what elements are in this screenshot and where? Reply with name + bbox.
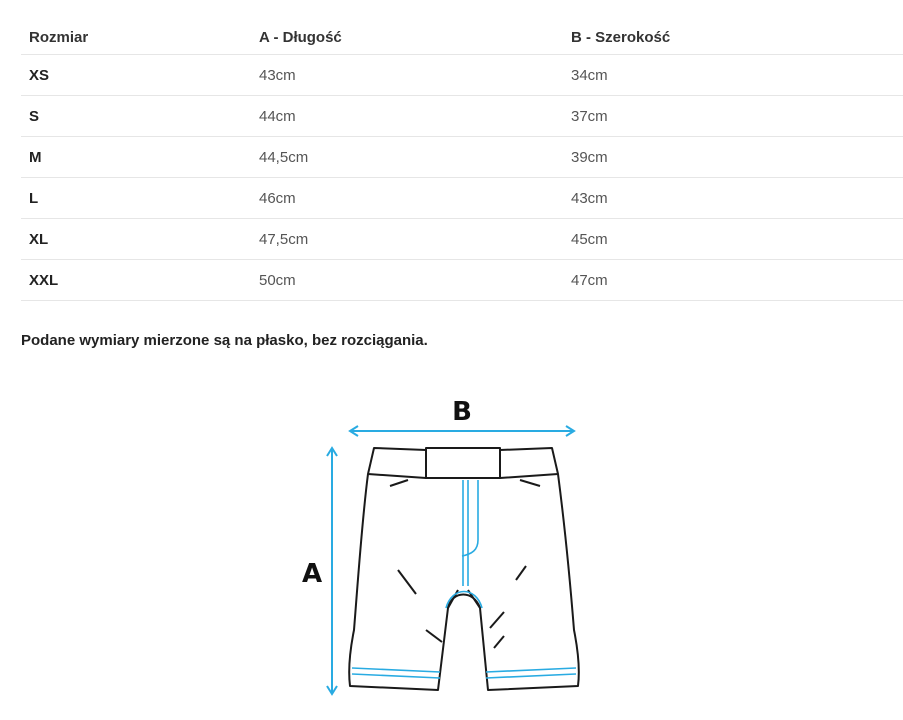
header-length: A - Długość [251, 20, 563, 55]
length-cell: 44,5cm [251, 137, 563, 178]
size-cell: M [21, 137, 251, 178]
header-size: Rozmiar [21, 20, 251, 55]
width-cell: 47cm [563, 260, 903, 301]
table-row [21, 260, 903, 301]
size-cell: XS [21, 55, 251, 96]
table-row [21, 178, 903, 219]
shorts-diagram [290, 390, 600, 710]
width-cell: 39cm [563, 137, 903, 178]
size-cell: L [21, 178, 251, 219]
size-table [21, 20, 903, 301]
width-arrow [350, 426, 574, 436]
size-cell: S [21, 96, 251, 137]
table-row [21, 137, 903, 178]
size-cell: XXL [21, 260, 251, 301]
table-row [21, 96, 903, 137]
shorts-outline [349, 448, 579, 690]
width-cell: 43cm [563, 178, 903, 219]
label-a: A [301, 559, 323, 589]
measurement-note: Podane wymiary mierzone są na płasko, bez rozciągania. [21, 332, 428, 349]
table-row [21, 55, 903, 96]
header-width: B - Szerokość [563, 20, 903, 55]
width-cell: 37cm [563, 96, 903, 137]
size-cell: XL [21, 219, 251, 260]
shorts-stitching [352, 480, 576, 678]
length-cell: 43cm [251, 55, 563, 96]
length-cell: 46cm [251, 178, 563, 219]
table-row [21, 219, 903, 260]
width-cell: 34cm [563, 55, 903, 96]
length-arrow [327, 448, 337, 694]
table-header-row [21, 20, 903, 55]
length-cell: 50cm [251, 260, 563, 301]
label-b: B [452, 397, 472, 427]
width-cell: 45cm [563, 219, 903, 260]
length-cell: 47,5cm [251, 219, 563, 260]
length-cell: 44cm [251, 96, 563, 137]
